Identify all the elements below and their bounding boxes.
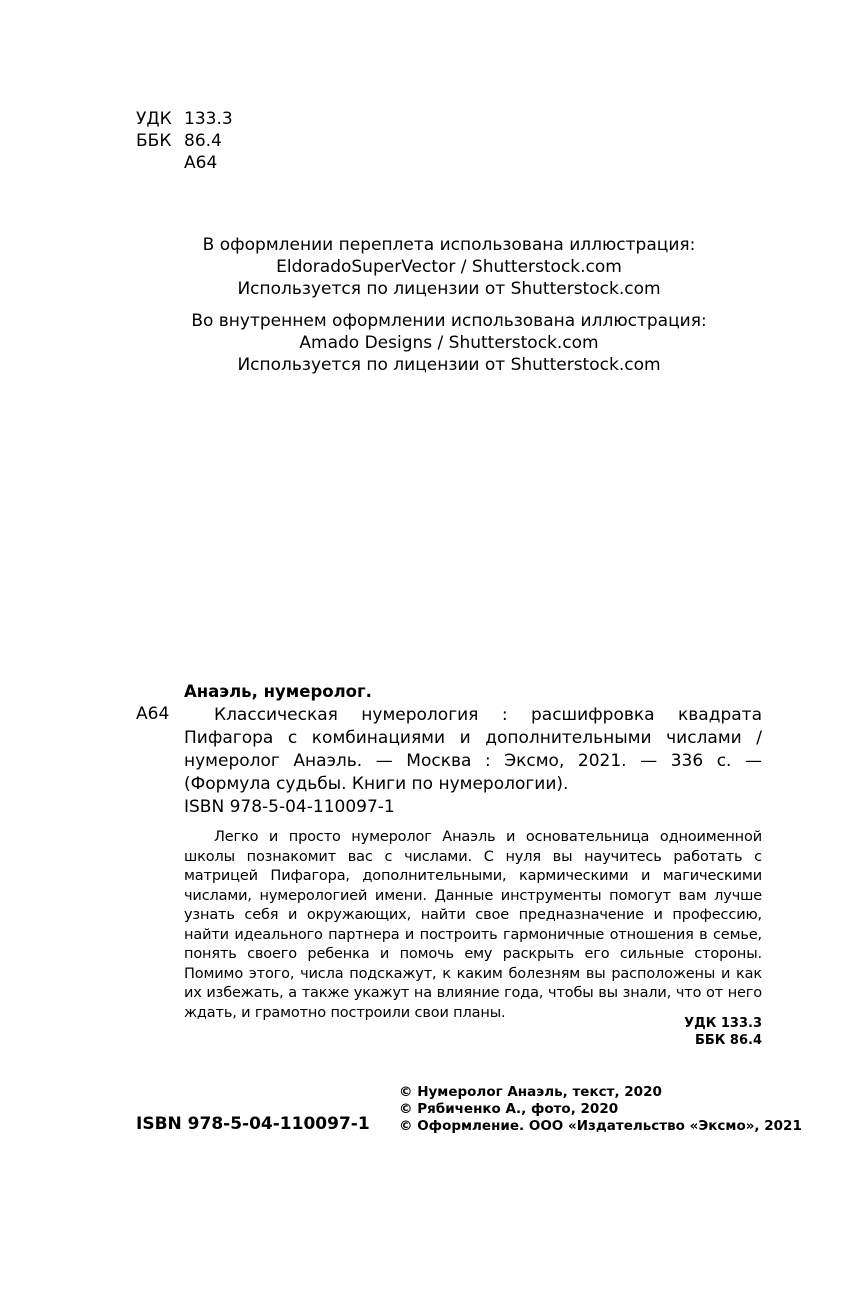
cover-credits (100, 234, 798, 300)
interior-credit-line: Во внутреннем оформлении использована иллюстрация: (191, 311, 707, 331)
catalog-isbn: ISBN 978-5-04-110097-1 (184, 797, 395, 817)
bbk-row (136, 130, 222, 152)
interior-credit-line: Amado Designs / Shutterstock.com (299, 333, 599, 353)
interior-credits (100, 310, 798, 376)
copyright-line: © Рябиченко А., фото, 2020 (399, 1101, 619, 1117)
catalog-sign: А64 (136, 704, 170, 724)
cover-credit-line: В оформлении переплета использована иллюстрация: (202, 235, 696, 255)
cover-credit-line: EldoradoSuperVector / Shutterstock.com (276, 257, 622, 277)
udk-value: 133.3 (184, 109, 233, 129)
copyright-line: © Нумеролог Анаэль, текст, 2020 (399, 1084, 662, 1100)
udk-row (136, 108, 233, 130)
catalog-description: Классическая нумерология : расшифровка квадрата Пифагора с комбинациями и дополнительными числами / нумеролог Анаэль. — Москва : Эксмо, 2021. — 336 с. — (Формула судьбы. Книги по нумерологии). (184, 705, 762, 794)
annotation-text: Легко и просто нумеролог Анаэль и основательница одноименной школы познакомит вас с числами. С нуля вы научитесь работать с матрицей Пифагора, дополнительными, кармическими и магическими числами, нумерологией имени. Данные инструменты помогут вам лучше узнать себя и окружающих, найти свое предназначение и профессию, найти идеального партнера и построить гармоничные отношения в семье, понять своего ребенка и помочь ему раскрыть его сильные стороны. Помимо этого, числа подскажут, к каким болезням вы расположены и как их избежать, а также укажут на влияние года, чтобы вы знали, что от него ждать, и грамотно построили свои планы. (184, 829, 762, 1021)
interior-credit-line: Используется по лицензии от Shutterstock.com (237, 355, 661, 375)
catalog-bbk: ББК 86.4 (694, 1033, 762, 1048)
author-sign: А64 (184, 153, 218, 173)
copyright-line: © Оформление. ООО «Издательство «Эксмо», 2021 (399, 1118, 802, 1134)
catalog-author: Анаэль, нумеролог. (184, 682, 372, 701)
cover-credit-line: Используется по лицензии от Shutterstock.com (237, 279, 661, 299)
udk-label: УДК (136, 109, 172, 129)
bbk-value: 86.4 (184, 131, 222, 151)
author-sign-row (136, 152, 217, 174)
footer-isbn: ISBN 978-5-04-110097-1 (136, 1114, 370, 1134)
catalog-udk: УДК 133.3 (684, 1016, 762, 1031)
copyright-block (399, 1084, 802, 1135)
bbk-label: ББК (136, 131, 172, 151)
